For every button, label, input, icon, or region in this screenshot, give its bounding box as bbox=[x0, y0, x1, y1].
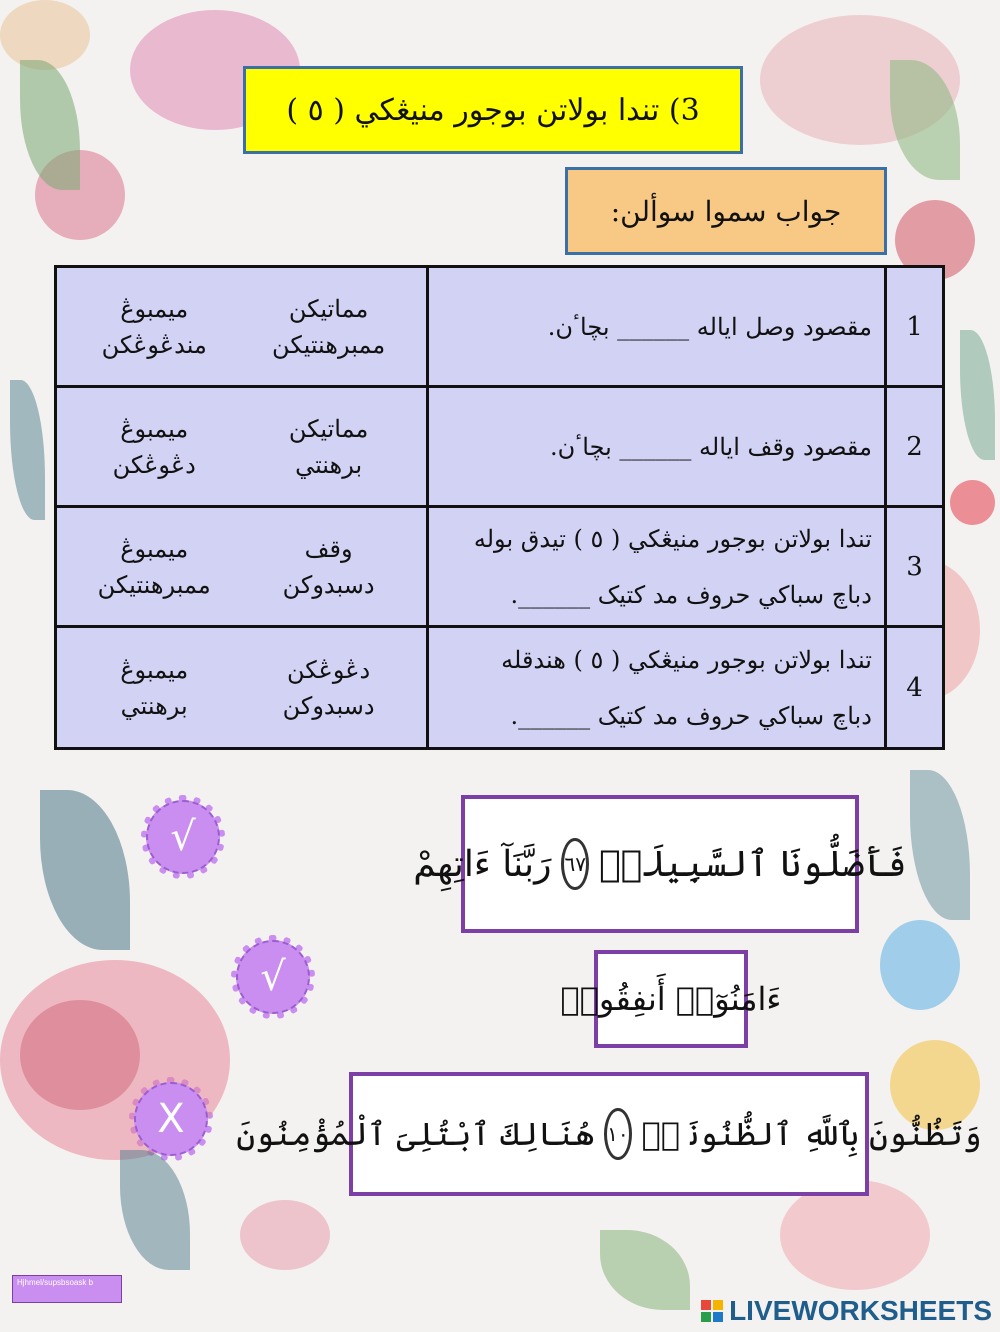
option-item[interactable]: دسبدوکن bbox=[282, 691, 375, 720]
cross-badge[interactable] bbox=[134, 1082, 208, 1156]
cross-mark-icon: X bbox=[157, 1096, 185, 1142]
option-item[interactable]: ميمبوڠ bbox=[120, 534, 189, 563]
ayah-text: ءَامَنُوٓا۟ أَنفِقُوا۟ bbox=[560, 980, 782, 1018]
question-line: دباچ سباکي حروف مد کتيک ______. bbox=[510, 701, 872, 730]
question-line: مقصود وقف اياله ______ بچاٴن. bbox=[550, 432, 872, 461]
instruction-text: جواب سموا سوألن: bbox=[610, 194, 842, 228]
ayah-text: فَأَضَلُّونَا ٱلسَّبِيلَا۠ bbox=[598, 843, 907, 885]
question-number: 2 bbox=[885, 387, 943, 507]
table-row bbox=[56, 507, 944, 627]
question-table bbox=[54, 265, 945, 750]
option-item[interactable]: مماتيکن bbox=[288, 414, 369, 443]
brand-name: LIVEWORKSHEETS bbox=[729, 1295, 992, 1326]
option-item[interactable]: دسبدوکن bbox=[282, 570, 375, 599]
option-item[interactable]: ممبرهنتيکن bbox=[97, 570, 211, 599]
page-title: 3) تندا بولاتن بوجور منيڠکي ( ٥ ) bbox=[286, 92, 700, 128]
table-row bbox=[56, 267, 944, 387]
options-cell bbox=[56, 627, 428, 749]
author-label: Hjhmel/supsbsoask b bbox=[12, 1275, 122, 1303]
option-item[interactable]: برهنتي bbox=[295, 450, 363, 479]
option-item[interactable]: ميمبوڠ bbox=[120, 655, 189, 684]
ayah-text: رَبَّنَآ ءَاتِهِمْ bbox=[413, 843, 552, 885]
options-cell bbox=[56, 267, 428, 387]
check-badge[interactable] bbox=[236, 940, 310, 1014]
question-cell bbox=[427, 507, 885, 627]
question-number: 1 bbox=[885, 267, 943, 387]
option-item[interactable]: ممبرهنتيکن bbox=[272, 330, 386, 359]
option-item[interactable]: مماتيکن bbox=[288, 294, 369, 323]
question-number: 3 bbox=[885, 507, 943, 627]
option-item[interactable]: دڠوڠکن bbox=[112, 450, 196, 479]
table-row bbox=[56, 387, 944, 507]
ayah-box[interactable] bbox=[560, 950, 782, 1048]
question-line: مقصود وصل اياله ______ بچاٴن. bbox=[547, 312, 872, 341]
instruction-box bbox=[565, 167, 887, 255]
options-cell bbox=[56, 387, 428, 507]
question-cell bbox=[427, 387, 885, 507]
ayah-end-icon: ٦٧ bbox=[561, 838, 588, 890]
options-cell bbox=[56, 507, 428, 627]
ayah-end-icon: ١٠ bbox=[604, 1108, 631, 1160]
ayah-box[interactable] bbox=[236, 1072, 982, 1196]
check-mark-icon: √ bbox=[170, 814, 196, 860]
question-number: 4 bbox=[885, 627, 943, 749]
option-item[interactable]: برهنتي bbox=[120, 691, 188, 720]
check-badge[interactable] bbox=[146, 800, 220, 874]
ayah-box[interactable] bbox=[413, 795, 907, 933]
ayah-text: هُنَالِكَ ٱبْتُلِىَ ٱلْمُؤْمِنُونَ bbox=[236, 1115, 595, 1153]
ayah-text: وَتَظُنُّونَ بِٱللَّهِ ٱلظُّنُونَا۠ bbox=[641, 1115, 982, 1153]
title-box bbox=[243, 66, 743, 154]
liveworksheets-icon bbox=[701, 1300, 723, 1322]
brand-logo bbox=[701, 1295, 992, 1327]
question-line: دباچ سباکي حروف مد کتيک ______. bbox=[510, 580, 872, 609]
question-line: تندا بولاتن بوجور منيڠکي ( ٥ ) هندقله bbox=[501, 645, 872, 674]
option-item[interactable]: ميمبوڠ bbox=[120, 294, 189, 323]
table-row bbox=[56, 627, 944, 749]
question-cell bbox=[427, 267, 885, 387]
question-line: تندا بولاتن بوجور منيڠکي ( ٥ ) تيدق بوله bbox=[473, 524, 872, 553]
question-cell bbox=[427, 627, 885, 749]
option-item[interactable]: مندڠوڠکن bbox=[101, 330, 207, 359]
option-item[interactable]: دڠوڠکن bbox=[286, 655, 371, 684]
check-mark-icon: √ bbox=[260, 954, 286, 1000]
option-item[interactable]: ميمبوڠ bbox=[120, 414, 189, 443]
option-item[interactable]: وقف bbox=[304, 534, 353, 563]
